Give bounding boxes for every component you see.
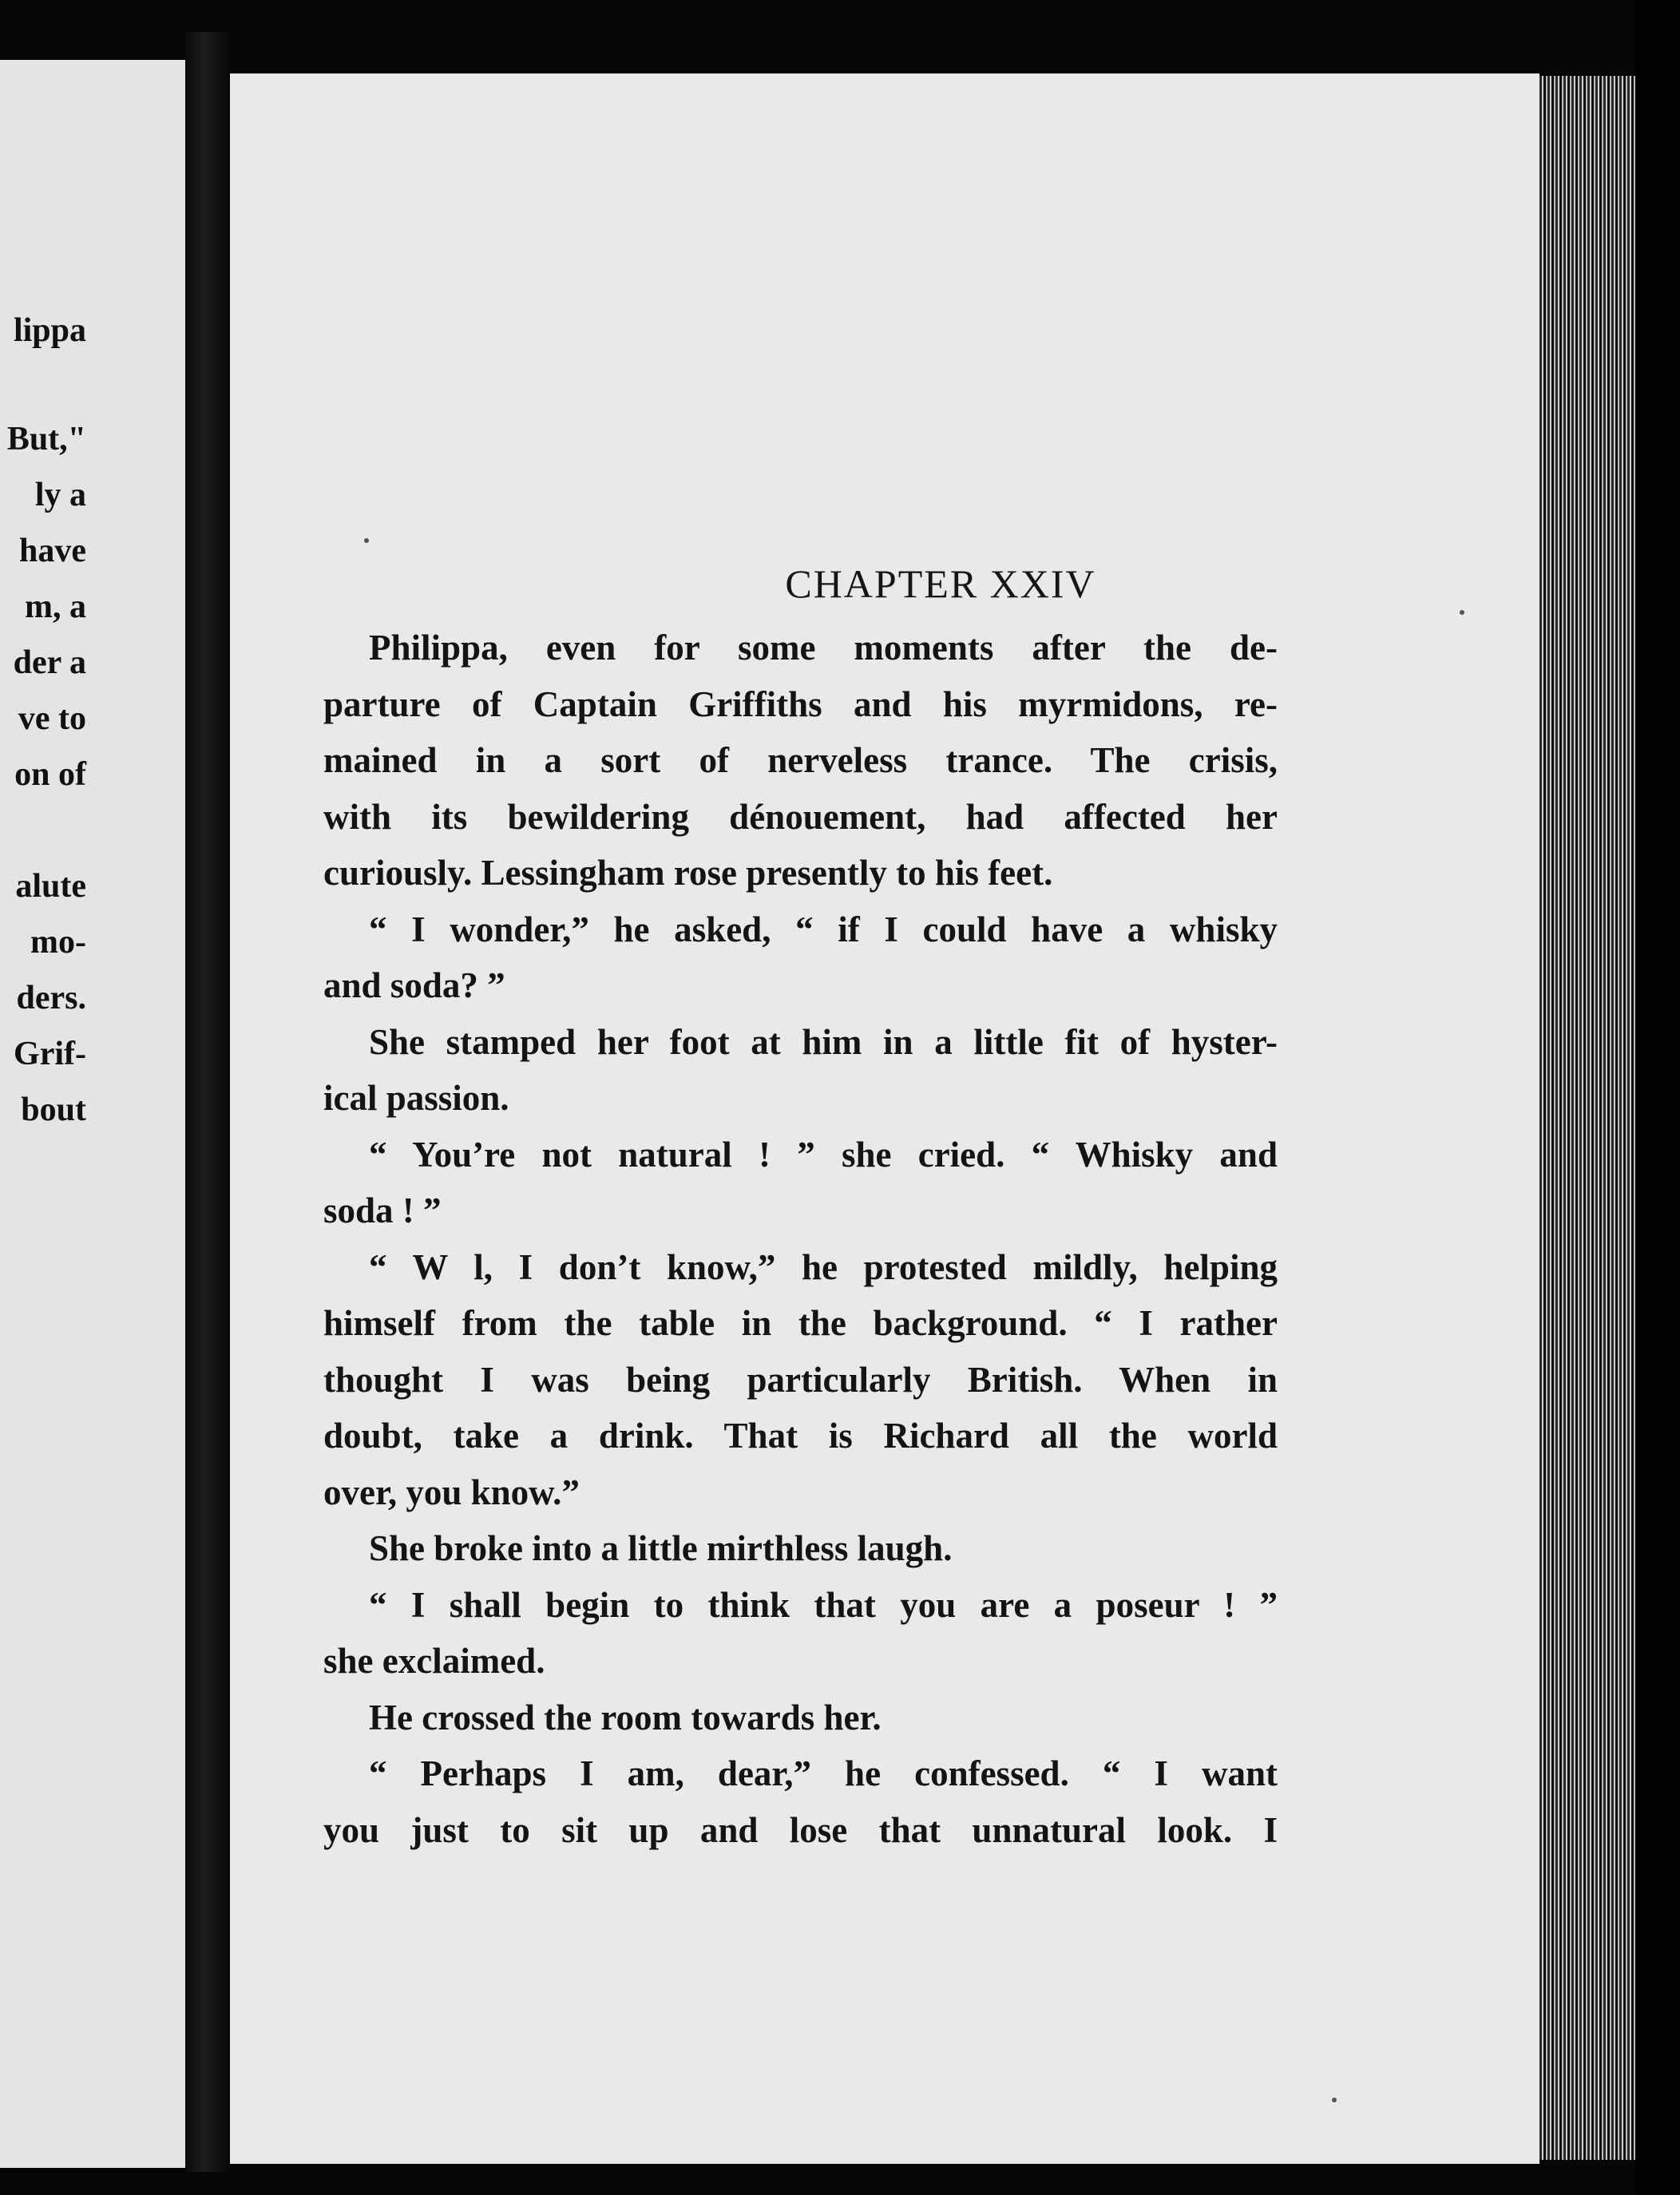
text-line: himself from the table in the background. “ I rather bbox=[323, 1303, 1278, 1343]
text-line: over, you know.” bbox=[323, 1472, 580, 1512]
text-line: She broke into a little mirthless laugh. bbox=[369, 1528, 953, 1568]
left-page-fragment: Grif- bbox=[14, 1036, 86, 1072]
left-page-fragment: der a bbox=[13, 644, 86, 681]
left-page-fragment: on of bbox=[14, 756, 86, 793]
left-page-fragment: alute bbox=[15, 868, 86, 905]
book-gutter bbox=[185, 32, 230, 2172]
left-page-fragment: ve to bbox=[18, 700, 86, 737]
text-line: He crossed the room towards her. bbox=[369, 1697, 882, 1737]
scan-edge bbox=[1635, 0, 1680, 2195]
text-line: She stamped her foot at him in a little fit of hyster- bbox=[369, 1021, 1278, 1062]
left-page-fragment: have bbox=[19, 533, 86, 569]
left-page-fragment: But," bbox=[6, 421, 86, 458]
text-line: soda ! ” bbox=[323, 1191, 442, 1230]
text-line: ical passion. bbox=[323, 1078, 509, 1118]
chapter-body bbox=[323, 620, 1278, 1858]
left-page-fragment: m, a bbox=[25, 588, 86, 625]
text-line: “ You’re not natural ! ” she cried. “ Whisky and bbox=[369, 1134, 1278, 1175]
left-page-fragment: ly a bbox=[34, 477, 86, 513]
text-line: “ I wonder,” he asked, “ if I could have a whisky bbox=[369, 909, 1278, 949]
scan-speck bbox=[364, 538, 369, 543]
text-line: thought I was being particularly British. When in bbox=[323, 1359, 1278, 1400]
previous-page-fragment bbox=[0, 60, 190, 2168]
left-page-fragment: bout bbox=[21, 1092, 86, 1128]
text-line: mained in a sort of nerveless trance. The crisis, bbox=[323, 740, 1278, 780]
text-line: curiously. Lessingham rose presently to his feet. bbox=[323, 853, 1053, 893]
text-line: “ I shall begin to think that you are a poseur ! ” bbox=[369, 1584, 1278, 1625]
text-line: she exclaimed. bbox=[323, 1641, 545, 1681]
scan-speck bbox=[1332, 2098, 1337, 2102]
text-line: you just to sit up and lose that unnatural look. I bbox=[323, 1809, 1278, 1850]
left-page-fragment: mo- bbox=[30, 924, 86, 961]
text-line: “ W l, I don’t know,” he protested mildly, helping bbox=[369, 1246, 1278, 1287]
text-line: Philippa, even for some moments after the de- bbox=[369, 628, 1278, 668]
scan-speck bbox=[1460, 610, 1464, 615]
text-line: and soda? ” bbox=[323, 965, 505, 1005]
page-stack-edge bbox=[1539, 76, 1635, 2160]
text-line: parture of Captain Griffiths and his myrmidons, re- bbox=[323, 683, 1278, 724]
text-line: “ Perhaps I am, dear,” he confessed. “ I want bbox=[369, 1753, 1278, 1793]
text-line: with its bewildering dénouement, had affected her bbox=[323, 796, 1278, 837]
chapter-title: CHAPTER XXIV bbox=[785, 561, 1096, 606]
left-page-fragment: ders. bbox=[16, 980, 86, 1016]
text-line: doubt, take a drink. That is Richard all the world bbox=[323, 1416, 1278, 1456]
left-page-fragment: lippa bbox=[13, 312, 86, 349]
